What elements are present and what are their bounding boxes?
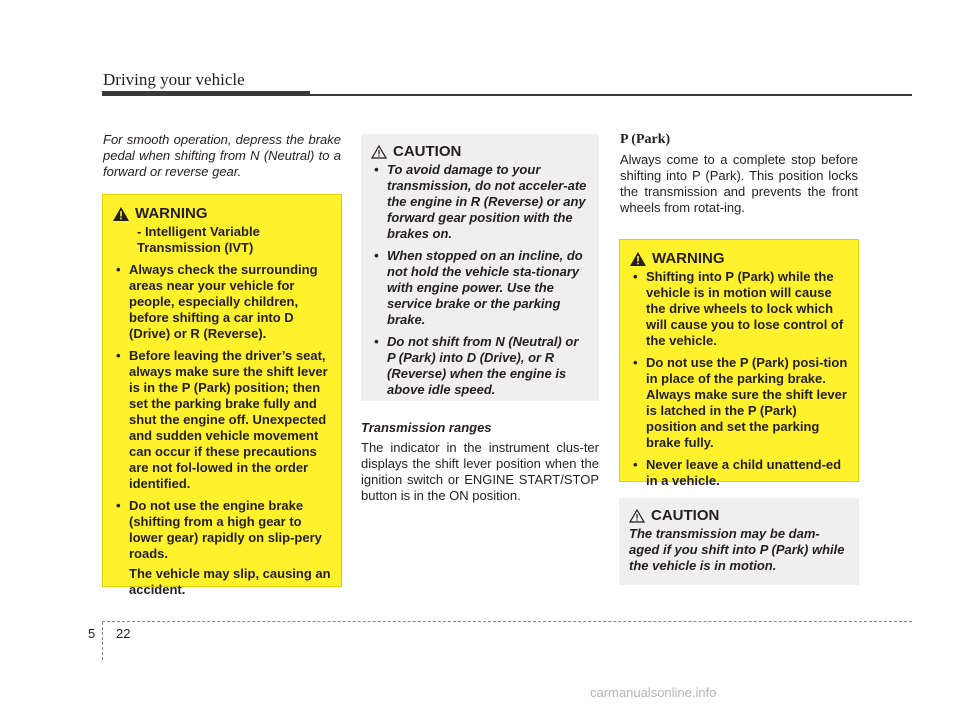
list-item: • Do not use the P (Park) posi-tion in place of the parking brake. Always make sure the shift lever is latched in the P (Park) position and set the parking brake fully. — [630, 355, 849, 451]
transmission-ranges-heading: Transmission ranges — [361, 420, 492, 435]
footer-chapter-number: 5 — [88, 626, 96, 641]
caution-park-title-row — [629, 507, 850, 524]
list-item: • Always check the surrounding areas near your vehicle for people, especially children, before shifting a car into D (Drive) or R (Reverse). — [113, 262, 332, 342]
warning-park-list — [630, 269, 849, 489]
caution-park-box — [619, 498, 859, 585]
warning-ivt-subtitle: - Intelligent Variable Transmission (IVT) — [137, 224, 260, 255]
list-item: • Do not use the engine brake (shifting from a high gear to lower gear) rapidly on slip-pery roads. — [113, 498, 332, 562]
park-body: Always come to a complete stop before shifting into P (Park). This position locks the transmission and prevents the front wheels from rotat-ing. — [620, 152, 858, 215]
caution-transmission-list — [371, 162, 590, 398]
footer-page-number: 22 — [116, 626, 131, 641]
watermark-text: carmanualsonline.info — [590, 685, 717, 700]
caution-transmission-title: CAUTION — [393, 143, 462, 160]
footer-rule — [102, 621, 912, 622]
warning-triangle-icon — [113, 207, 129, 221]
warning-ivt-box — [102, 194, 342, 597]
warning-ivt-note: The vehicle may slip, causing an accident. — [129, 566, 331, 597]
list-item: • Shifting into P (Park) while the vehicle is in motion will cause the drive wheels to lock which will cause you to lose control of the vehicle. — [630, 269, 849, 349]
list-item: • When stopped on an incline, do not hold the vehicle sta-tionary with engine power. Use the service brake or the parking brake. — [371, 248, 590, 328]
warning-park-title-row — [630, 250, 849, 267]
caution-transmission-box — [361, 134, 599, 401]
intro-paragraph: For smooth operation, depress the brake pedal when shifting from N (Neutral) to a forward or reverse gear. — [103, 132, 341, 179]
page-header-title: Driving your vehicle — [103, 70, 245, 89]
caution-transmission-title-row — [371, 143, 590, 160]
list-item: • Never leave a child unattend-ed in a vehicle. — [630, 457, 849, 489]
transmission-ranges-body: The indicator in the instrument clus-ter displays the shift lever position when the ignition switch or ENGINE START/STOP button is in the ON position. — [361, 440, 599, 503]
caution-park-body: The transmission may be dam-aged if you shift into P (Park) while the vehicle is in motion. — [629, 526, 845, 573]
caution-triangle-icon — [629, 509, 645, 523]
list-item: • To avoid damage to your transmission, do not acceler-ate the engine in R (Reverse) or any forward gear position with the brakes on. — [371, 162, 590, 242]
warning-park-box — [619, 239, 859, 488]
header-rule — [102, 94, 912, 96]
warning-park-title: WARNING — [652, 250, 725, 267]
warning-ivt-title: WARNING — [135, 205, 208, 222]
caution-park-title: CAUTION — [651, 507, 720, 524]
warning-ivt-title-row — [113, 205, 332, 222]
list-item: • Before leaving the driver’s seat, always make sure the shift lever is in the P (Park) position; then set the parking brake fully and shut the engine off. Unexpected and sudden vehicle movement can occur if these precautions are not fol-lowed in the order identified. — [113, 348, 332, 492]
footer-divider — [102, 622, 103, 660]
warning-ivt-list — [113, 262, 332, 562]
warning-triangle-icon — [630, 252, 646, 266]
park-heading: P (Park) — [620, 132, 671, 147]
caution-triangle-icon — [371, 145, 387, 159]
list-item: • Do not shift from N (Neutral) or P (Park) into D (Drive), or R (Reverse) when the engine is above idle speed. — [371, 334, 590, 398]
